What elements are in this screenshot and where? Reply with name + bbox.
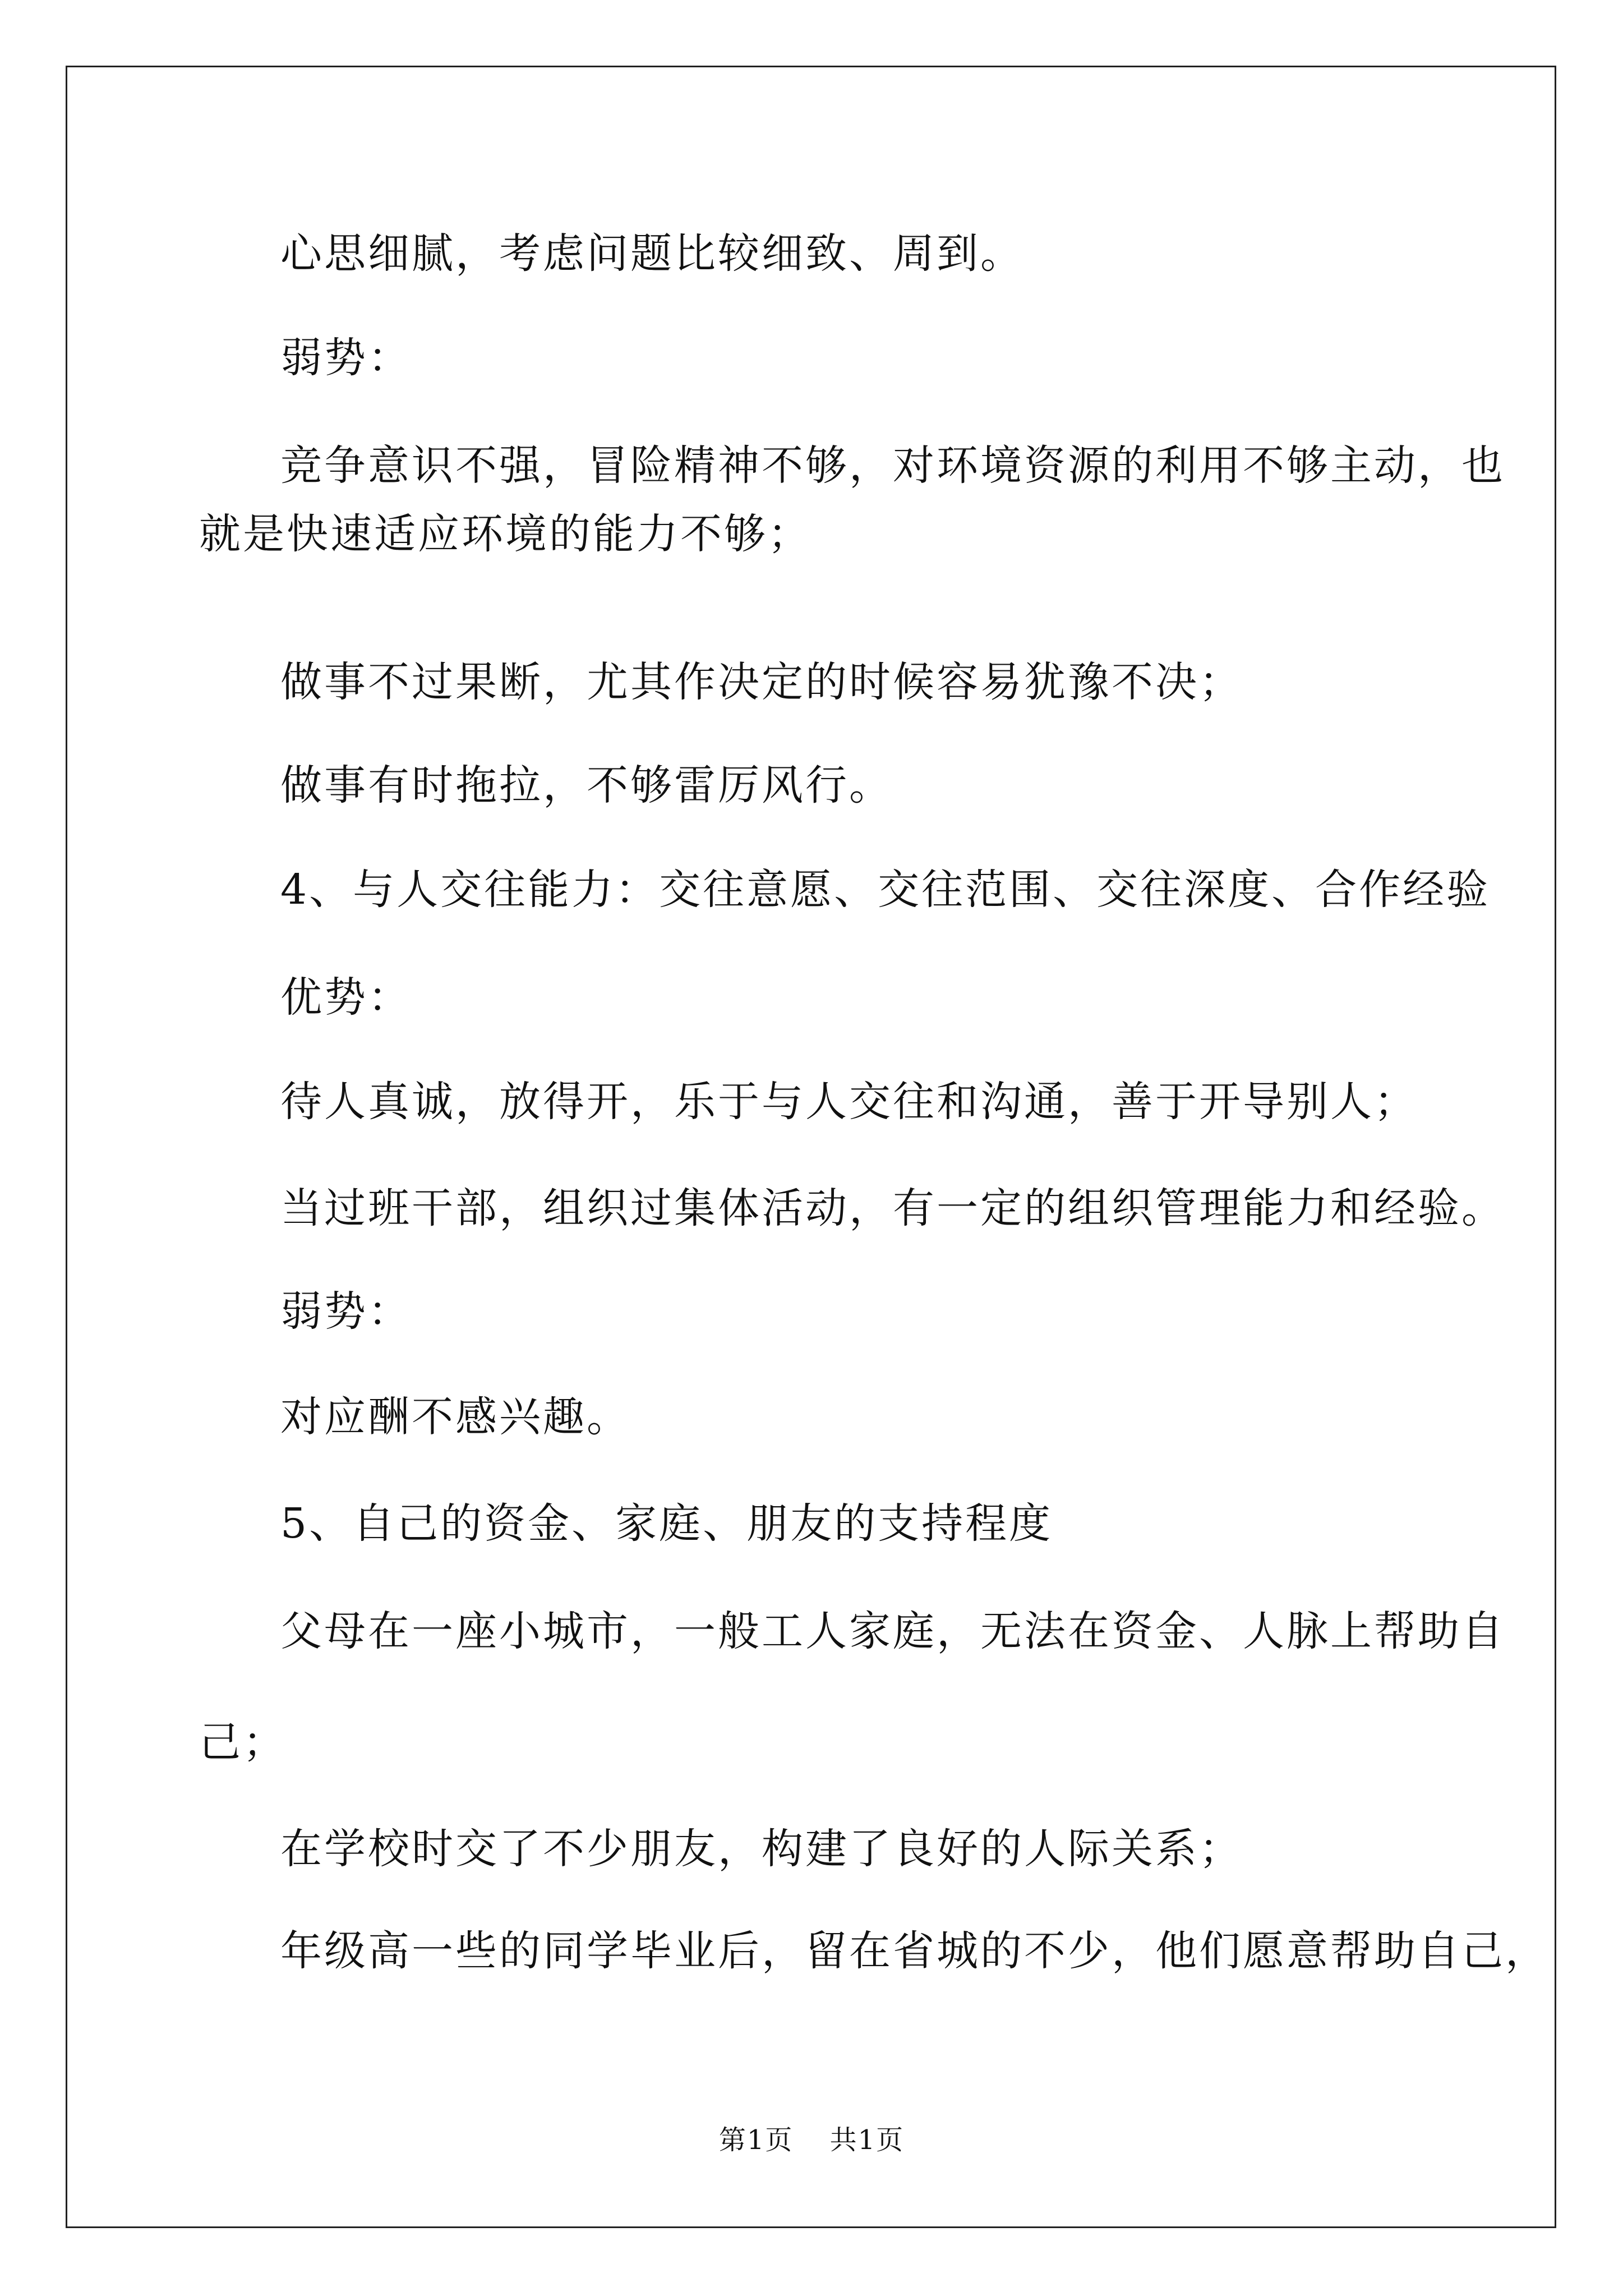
paragraph-line: 心思细腻，考虑问题比较细致、周到。 bbox=[280, 229, 1024, 278]
paragraph-line: 优势： bbox=[280, 973, 412, 1022]
page-total: 共1页 bbox=[829, 2124, 905, 2156]
paragraph-line: 做事有时拖拉，不够雷厉风行。 bbox=[280, 761, 893, 809]
paragraph-line: 弱势： bbox=[280, 1287, 412, 1336]
paragraph-line: 弱势： bbox=[280, 334, 412, 382]
paragraph-line: 做事不过果断，尤其作决定的时候容易犹豫不决； bbox=[280, 658, 1243, 706]
paragraph-line: 当过班干部，组织过集体活动，有一定的组织管理能力和经验。 bbox=[280, 1184, 1505, 1232]
paragraph-line: 年级高一些的同学毕业后，留在省城的不少，他们愿意帮助自己， bbox=[280, 1927, 1549, 1975]
paragraph-line: 竞争意识不强，冒险精神不够，对环境资源的利用不够主动，也 bbox=[280, 441, 1505, 490]
paragraph-line: 己； bbox=[199, 1718, 287, 1766]
paragraph-line: 待人真诚，放得开，乐于与人交往和沟通，善于开导别人； bbox=[280, 1078, 1418, 1126]
paragraph-line: 4、与人交往能力：交往意愿、交往范围、交往深度、合作经验 bbox=[280, 866, 1491, 914]
page-number: 第1页 bbox=[718, 2124, 794, 2156]
paragraph-line: 就是快速适应环境的能力不够； bbox=[199, 510, 811, 558]
paragraph-line: 父母在一座小城市，一般工人家庭，无法在资金、人脉上帮助自 bbox=[280, 1607, 1505, 1655]
paragraph-line: 对应酬不感兴趣。 bbox=[280, 1393, 630, 1441]
paragraph-line: 5、自己的资金、家庭、朋友的支持程度 bbox=[280, 1499, 1053, 1548]
page-footer bbox=[0, 2123, 1623, 2157]
page-border bbox=[66, 66, 1556, 2228]
paragraph-line: 在学校时交了不少朋友，构建了良好的人际关系； bbox=[280, 1825, 1243, 1873]
